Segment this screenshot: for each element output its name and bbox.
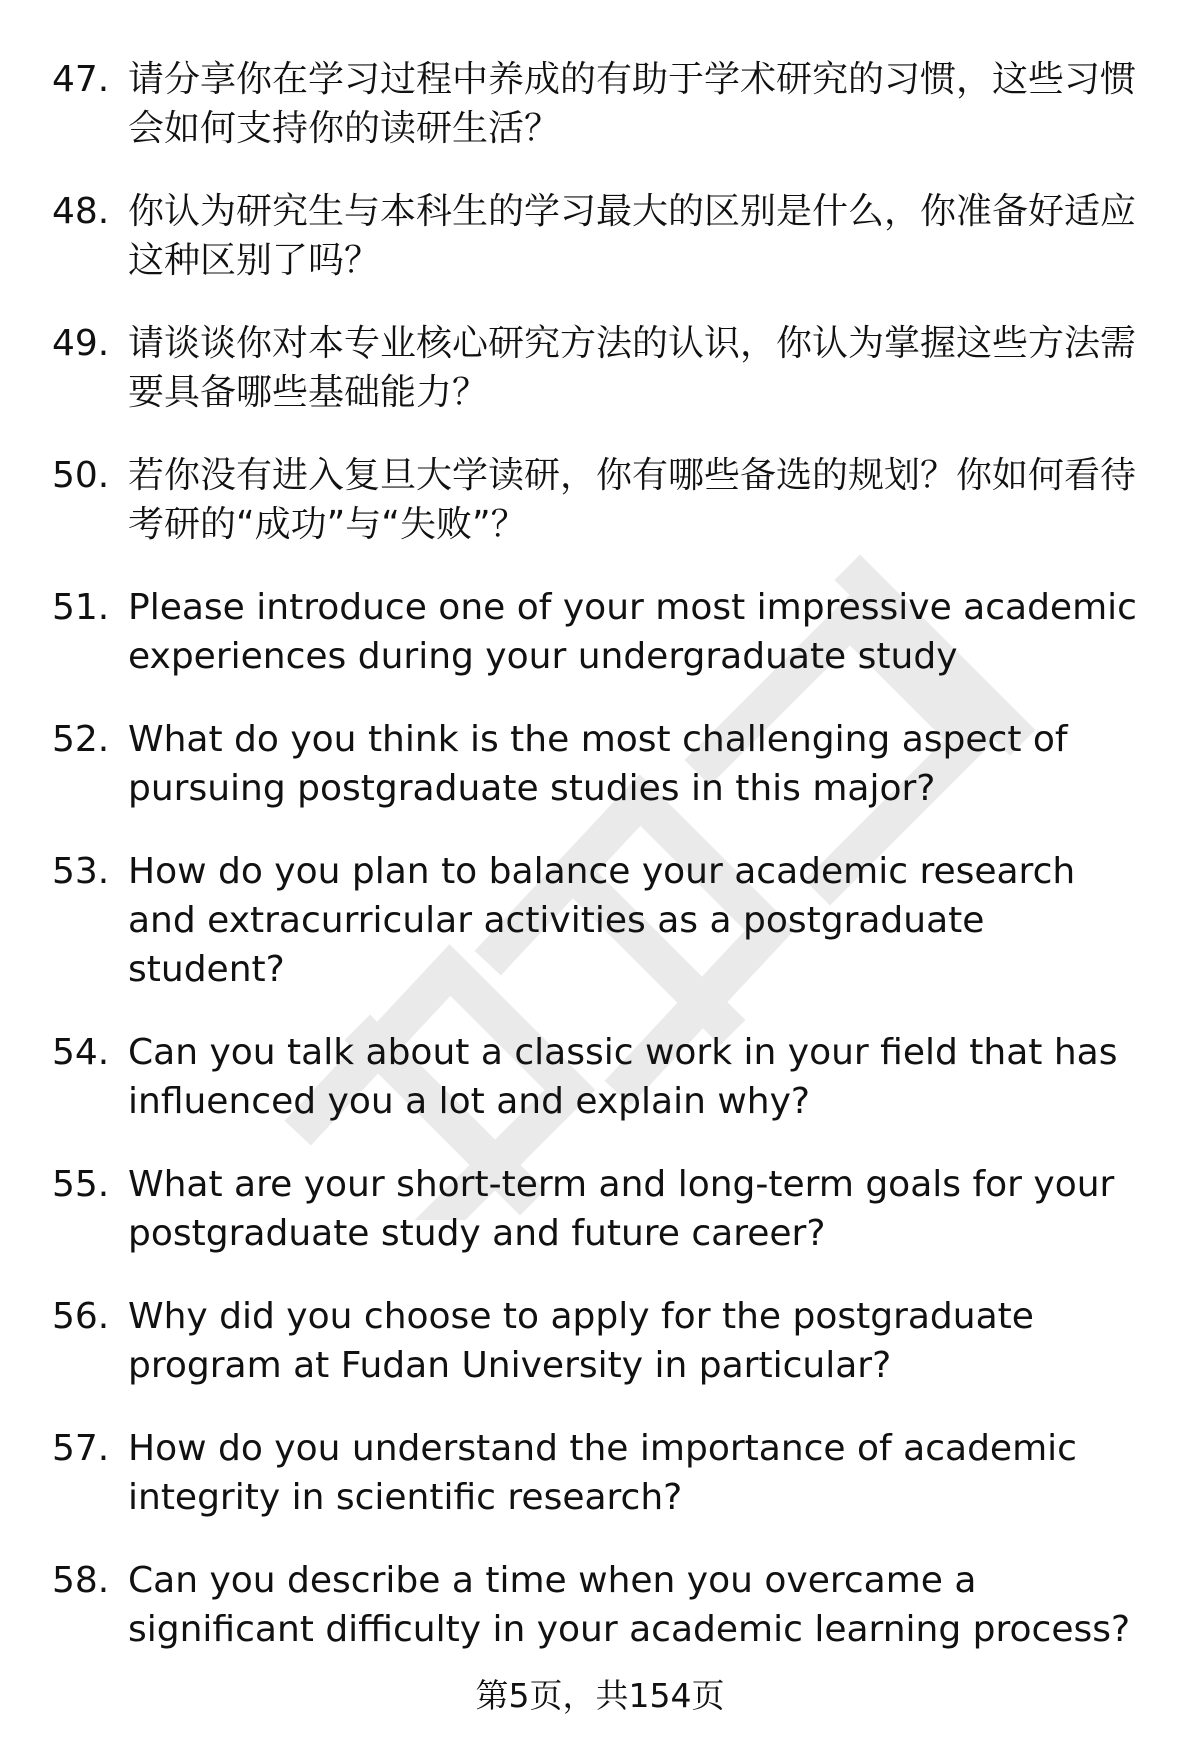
question-number: 49.	[52, 323, 110, 364]
question-text: Can you describe a time when you overcame a significant difficulty in your academic learning process?	[128, 1560, 1131, 1650]
question-text: 你认为研究生与本科生的学习最大的区别是什么，你准备好适应这种区别了吗？	[128, 191, 1137, 281]
question-item-52	[52, 715, 1152, 813]
question-number: 57.	[52, 1428, 110, 1469]
question-item-51	[52, 583, 1152, 681]
question-number: 47.	[52, 59, 110, 100]
question-number: 56.	[52, 1296, 110, 1337]
question-item-53	[52, 847, 1152, 994]
question-item-57	[52, 1424, 1152, 1522]
question-item-56	[52, 1292, 1152, 1390]
question-text: How do you understand the importance of academic integrity in scientific research?	[128, 1428, 1077, 1518]
question-item-55	[52, 1160, 1152, 1258]
question-text: What do you think is the most challenging aspect of pursuing postgraduate studies in this major?	[128, 719, 1068, 809]
question-text: Why did you choose to apply for the postgraduate program at Fudan University in particular?	[128, 1296, 1034, 1386]
question-number: 52.	[52, 719, 110, 760]
question-item-49	[52, 319, 1152, 417]
question-item-48	[52, 187, 1152, 285]
question-number: 53.	[52, 851, 110, 892]
question-number: 51.	[52, 587, 110, 628]
question-item-58	[52, 1556, 1152, 1654]
question-number: 58.	[52, 1560, 110, 1601]
question-text: How do you plan to balance your academic research and extracurricular activities as a postgraduate student?	[128, 851, 1076, 990]
question-number: 50.	[52, 455, 110, 496]
question-list	[52, 55, 1152, 1688]
question-number: 48.	[52, 191, 110, 232]
question-item-47	[52, 55, 1152, 153]
question-text: Please introduce one of your most impressive academic experiences during your undergraduate study	[128, 587, 1137, 677]
question-item-54	[52, 1028, 1152, 1126]
question-text: 请分享你在学习过程中养成的有助于学术研究的习惯，这些习惯会如何支持你的读研生活？	[128, 59, 1137, 149]
question-number: 54.	[52, 1032, 110, 1073]
question-text: What are your short-term and long-term goals for your postgraduate study and future career?	[128, 1164, 1115, 1254]
question-text: Can you talk about a classic work in your field that has influenced you a lot and explain why?	[128, 1032, 1118, 1122]
question-text: 请谈谈你对本专业核心研究方法的认识，你认为掌握这些方法需要具备哪些基础能力？	[128, 323, 1137, 413]
question-text: 若你没有进入复旦大学读研，你有哪些备选的规划？你如何看待考研的“成功”与“失败”？	[128, 455, 1137, 545]
page-footer: 第5页，共154页	[475, 1676, 725, 1715]
question-item-50	[52, 451, 1152, 549]
question-number: 55.	[52, 1164, 110, 1205]
